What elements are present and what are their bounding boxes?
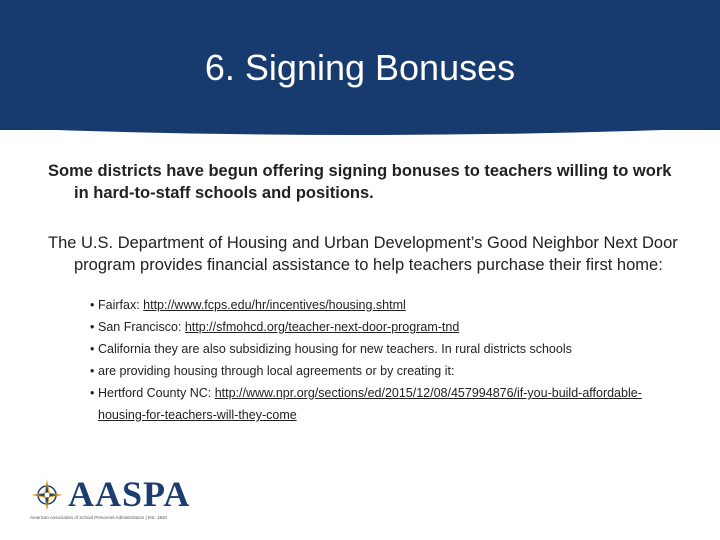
bullet-california [80,338,688,360]
paragraph-good-neighbor: The U.S. Department of Housing and Urban Development’s Good Neighbor Next Door program provides financial assistance to help teachers purchase their first home: [48,234,678,274]
bullet-dot: • [90,364,95,378]
bullet-text: California they are also subsidizing housing for new teachers. In rural districts schools [98,342,572,356]
bullet-text: are providing housing through local agreements or by creating it: [98,364,455,378]
bullet-list [48,294,688,426]
bullet-san-francisco [80,316,688,338]
bullet-dot: • [90,298,95,312]
bullet-prefix: Fairfax: [98,298,144,312]
bullet-fairfax [80,294,688,316]
compass-star-icon [30,478,64,512]
paragraph-signing-bonuses: Some districts have begun offering signing bonuses to teachers willing to work in hard-to-staff schools and positions. [48,162,672,202]
fairfax-link[interactable]: http://www.fcps.edu/hr/incentives/housing.shtml [143,298,406,312]
logo-wordmark: AASPA [68,474,191,514]
bullet-dot: • [90,386,95,400]
bullet-prefix: San Francisco: [98,320,185,334]
san-francisco-link[interactable]: http://sfmohcd.org/teacher-next-door-program-tnd [184,320,460,334]
slide-body [48,160,688,426]
bullet-rural [80,360,688,382]
bullet-dot: • [90,320,95,334]
bullet-hertford [80,382,688,426]
bullet-prefix: Hertford County NC: [98,386,215,400]
aaspa-logo [30,474,200,522]
hertford-link[interactable]: http://www.npr.org/sections/ed/2015/12/08/457994876/if-you-build-affordable-housing-for-teachers-will-they-come [98,386,642,422]
banner-curve [0,100,720,140]
logo-tagline: American Association of School Personnel Administrators | Est. 1940 [30,515,167,520]
slide-title: 6. Signing Bonuses [204,47,516,88]
bullet-dot: • [90,342,95,356]
